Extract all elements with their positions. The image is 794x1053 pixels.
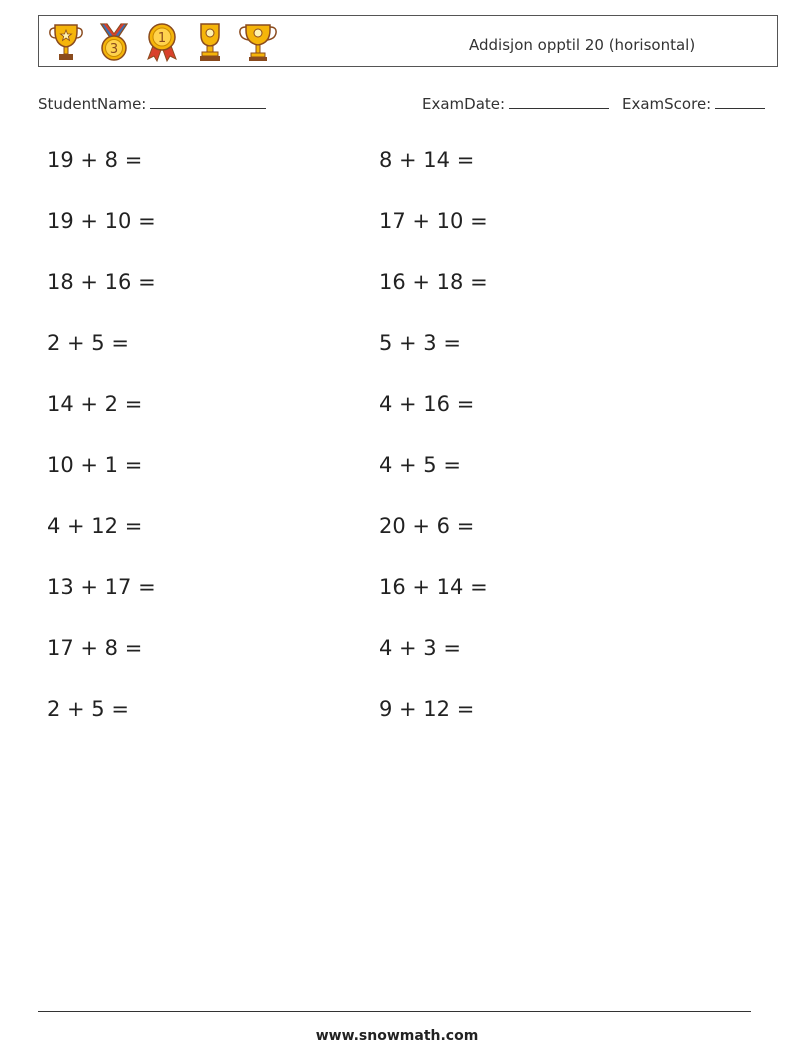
problem: 10 + 1 = xyxy=(47,453,143,477)
problem-row xyxy=(47,205,747,266)
exam-score-blank[interactable] xyxy=(715,93,765,109)
footer-site[interactable]: www.snowmath.com xyxy=(315,1028,479,1044)
problem: 17 + 10 = xyxy=(379,209,488,233)
problem: 9 + 12 = xyxy=(379,697,475,721)
icon-row xyxy=(47,21,277,63)
problem-row xyxy=(47,388,747,449)
problem: 19 + 8 = xyxy=(47,148,143,172)
footer-divider xyxy=(38,1011,751,1012)
problem-list xyxy=(47,144,747,754)
exam-score-field xyxy=(622,93,765,113)
problem: 2 + 5 = xyxy=(47,331,129,355)
problem-row xyxy=(47,632,747,693)
problem: 4 + 16 = xyxy=(379,392,475,416)
problem-row xyxy=(47,144,747,205)
student-name-label: StudentName: xyxy=(38,95,147,113)
problem: 16 + 14 = xyxy=(379,575,488,599)
trophy-star-icon xyxy=(47,21,85,63)
exam-date-field xyxy=(422,93,609,113)
problem: 18 + 16 = xyxy=(47,270,156,294)
trophy-cup-icon xyxy=(191,21,229,63)
svg-text:1: 1 xyxy=(157,31,167,46)
problem: 17 + 8 = xyxy=(47,636,143,660)
svg-text:3: 3 xyxy=(109,42,119,57)
student-name-blank[interactable] xyxy=(150,93,266,109)
exam-date-blank[interactable] xyxy=(509,93,609,109)
problem: 14 + 2 = xyxy=(47,392,143,416)
trophy-wide-icon xyxy=(239,21,277,63)
problem: 13 + 17 = xyxy=(47,575,156,599)
student-name-field xyxy=(38,93,266,113)
problem-row xyxy=(47,449,747,510)
problem-row xyxy=(47,266,747,327)
medal-1-icon xyxy=(143,21,181,63)
problem: 4 + 3 = xyxy=(379,636,461,660)
problem-row xyxy=(47,510,747,571)
problem-row xyxy=(47,693,747,754)
problem-row xyxy=(47,571,747,632)
problem: 16 + 18 = xyxy=(379,270,488,294)
problem: 19 + 10 = xyxy=(47,209,156,233)
medal-3-icon xyxy=(95,21,133,63)
page-title: Addisjon opptil 20 (horisontal) xyxy=(469,36,696,54)
header-box xyxy=(38,15,778,67)
problem: 8 + 14 = xyxy=(379,148,475,172)
problem: 2 + 5 = xyxy=(47,697,129,721)
exam-date-label: ExamDate: xyxy=(422,95,506,113)
problem: 4 + 5 = xyxy=(379,453,461,477)
problem: 4 + 12 = xyxy=(47,514,143,538)
problem: 5 + 3 = xyxy=(379,331,461,355)
problem-row xyxy=(47,327,747,388)
problem: 20 + 6 = xyxy=(379,514,475,538)
exam-score-label: ExamScore: xyxy=(622,95,712,113)
